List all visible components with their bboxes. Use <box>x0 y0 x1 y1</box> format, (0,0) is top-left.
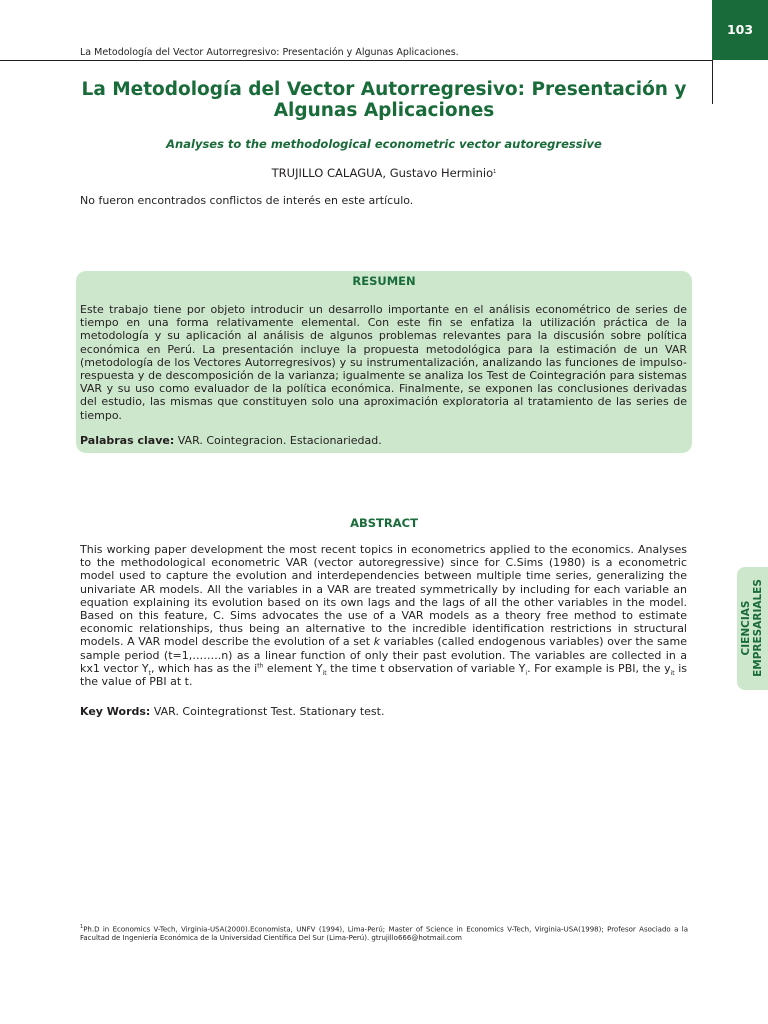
side-tab-line-1: CIENCIAS <box>740 600 752 656</box>
resumen-keywords-label: Palabras clave: <box>80 434 175 447</box>
side-tab-label <box>740 567 764 690</box>
resumen-keywords <box>80 434 382 447</box>
abstract-keywords-label: Key Words: <box>80 705 151 718</box>
title-line-1: La Metodología del Vector Autorregresivo: Presentación y <box>81 79 687 100</box>
running-head: La Metodología del Vector Autorregresivo: Presentación y Algunas Aplicaciones. <box>80 47 459 58</box>
title-line-2: Algunas Aplicaciones <box>273 100 495 121</box>
footnote <box>80 923 688 943</box>
resumen-body: Este trabajo tiene por objeto introducir un desarrollo importante en el análisis econométrico de series de tiempo en una forma relativamente elemental. Con este fin se enfatiza la utilización práctica de la metodología y su aplicación al análisis de algunos problemas relevantes para la discusión sobre política económica en Perú. La presentación incluye la propuesta metodológica para la estimación de un VAR (metodología de los Vectores Autorregresivos) y su instrumentalización, analizando las funciones de impulso-respuesta y de descomposición de la varianza; igualmente se analiza los Test de Cointegración para sistemas VAR y su uso como evaluador de la política económica. Finalmente, se exponen las conclusiones derivadas del estudio, las mismas que constituyen solo una aproximación exploratoria al tratamiento de las series de tiempo. <box>80 303 687 422</box>
footnote-text: Ph.D in Economics V-Tech, Virginia-USA(2000).Economista, UNFV (1994), Lima-Perú; Master of Science in Economics V-Tech, Virginia-USA(1998); Profesor Asociado a la Facultad de Ingeniería Económica de la Universidad Científica Del Sur (Lima-Perú). gtrujillo666@hotmail.com <box>80 925 688 943</box>
section-side-tab <box>737 567 768 690</box>
abstract-keywords <box>80 705 384 718</box>
abstract-keywords-text: VAR. Cointegrationst Test. Stationary test. <box>150 705 385 718</box>
author-footnote-mark: 1 <box>493 169 497 175</box>
abstract-heading: ABSTRACT <box>350 516 418 530</box>
header-rule <box>0 60 712 61</box>
footnote-mark: 1 <box>80 924 84 930</box>
resumen-keywords-text: VAR. Cointegracion. Estacionariedad. <box>174 434 382 447</box>
article-subtitle: Analyses to the methodological econometric vector autoregressive <box>166 137 602 151</box>
page-number: 103 <box>712 0 768 60</box>
article-title <box>80 79 688 121</box>
abstract-body: This working paper development the most recent topics in econometrics applied to the economics. Analyses to the methodological econometric VAR (vector autoregressive) since for C.Sims (1980) is a econometric model used to capture the evolution and interdependencies between multiple time series, generalizing the univariate AR models. All the variables in a VAR are treated symmetrically by including for each variable an equation explaining its evolution based on its own lags and the lags of all the other variables in the model. Based on this feature, C. Sims advocates the use of a VAR models as a theory free method to estimate economic relationships, thus being an alternative to the incredible identification restrictions in structural models. A VAR model describe the evolution of a set k variables (called endogenous variables) over the same sample period (t=1,……..n) as a linear function of only their past evolution. The variables are collected in a kx1 vector $Y_t$, which has as the $i^{th}$ element $Y_{it}$ the time t observation of variable $Y_i$. For example is PBI, the $y_{it}$ is the value of PBI at t. <box>80 543 688 689</box>
author-name: TRUJILLO CALAGUA, Gustavo Herminio <box>271 166 494 180</box>
resumen-heading: RESUMEN <box>352 274 416 288</box>
page-tab-line <box>712 60 713 104</box>
author-line <box>80 166 688 180</box>
side-tab-line-2: EMPRESARIALES <box>752 579 764 677</box>
conflict-statement: No fueron encontrados conflictos de interés en este artículo. <box>80 194 414 207</box>
